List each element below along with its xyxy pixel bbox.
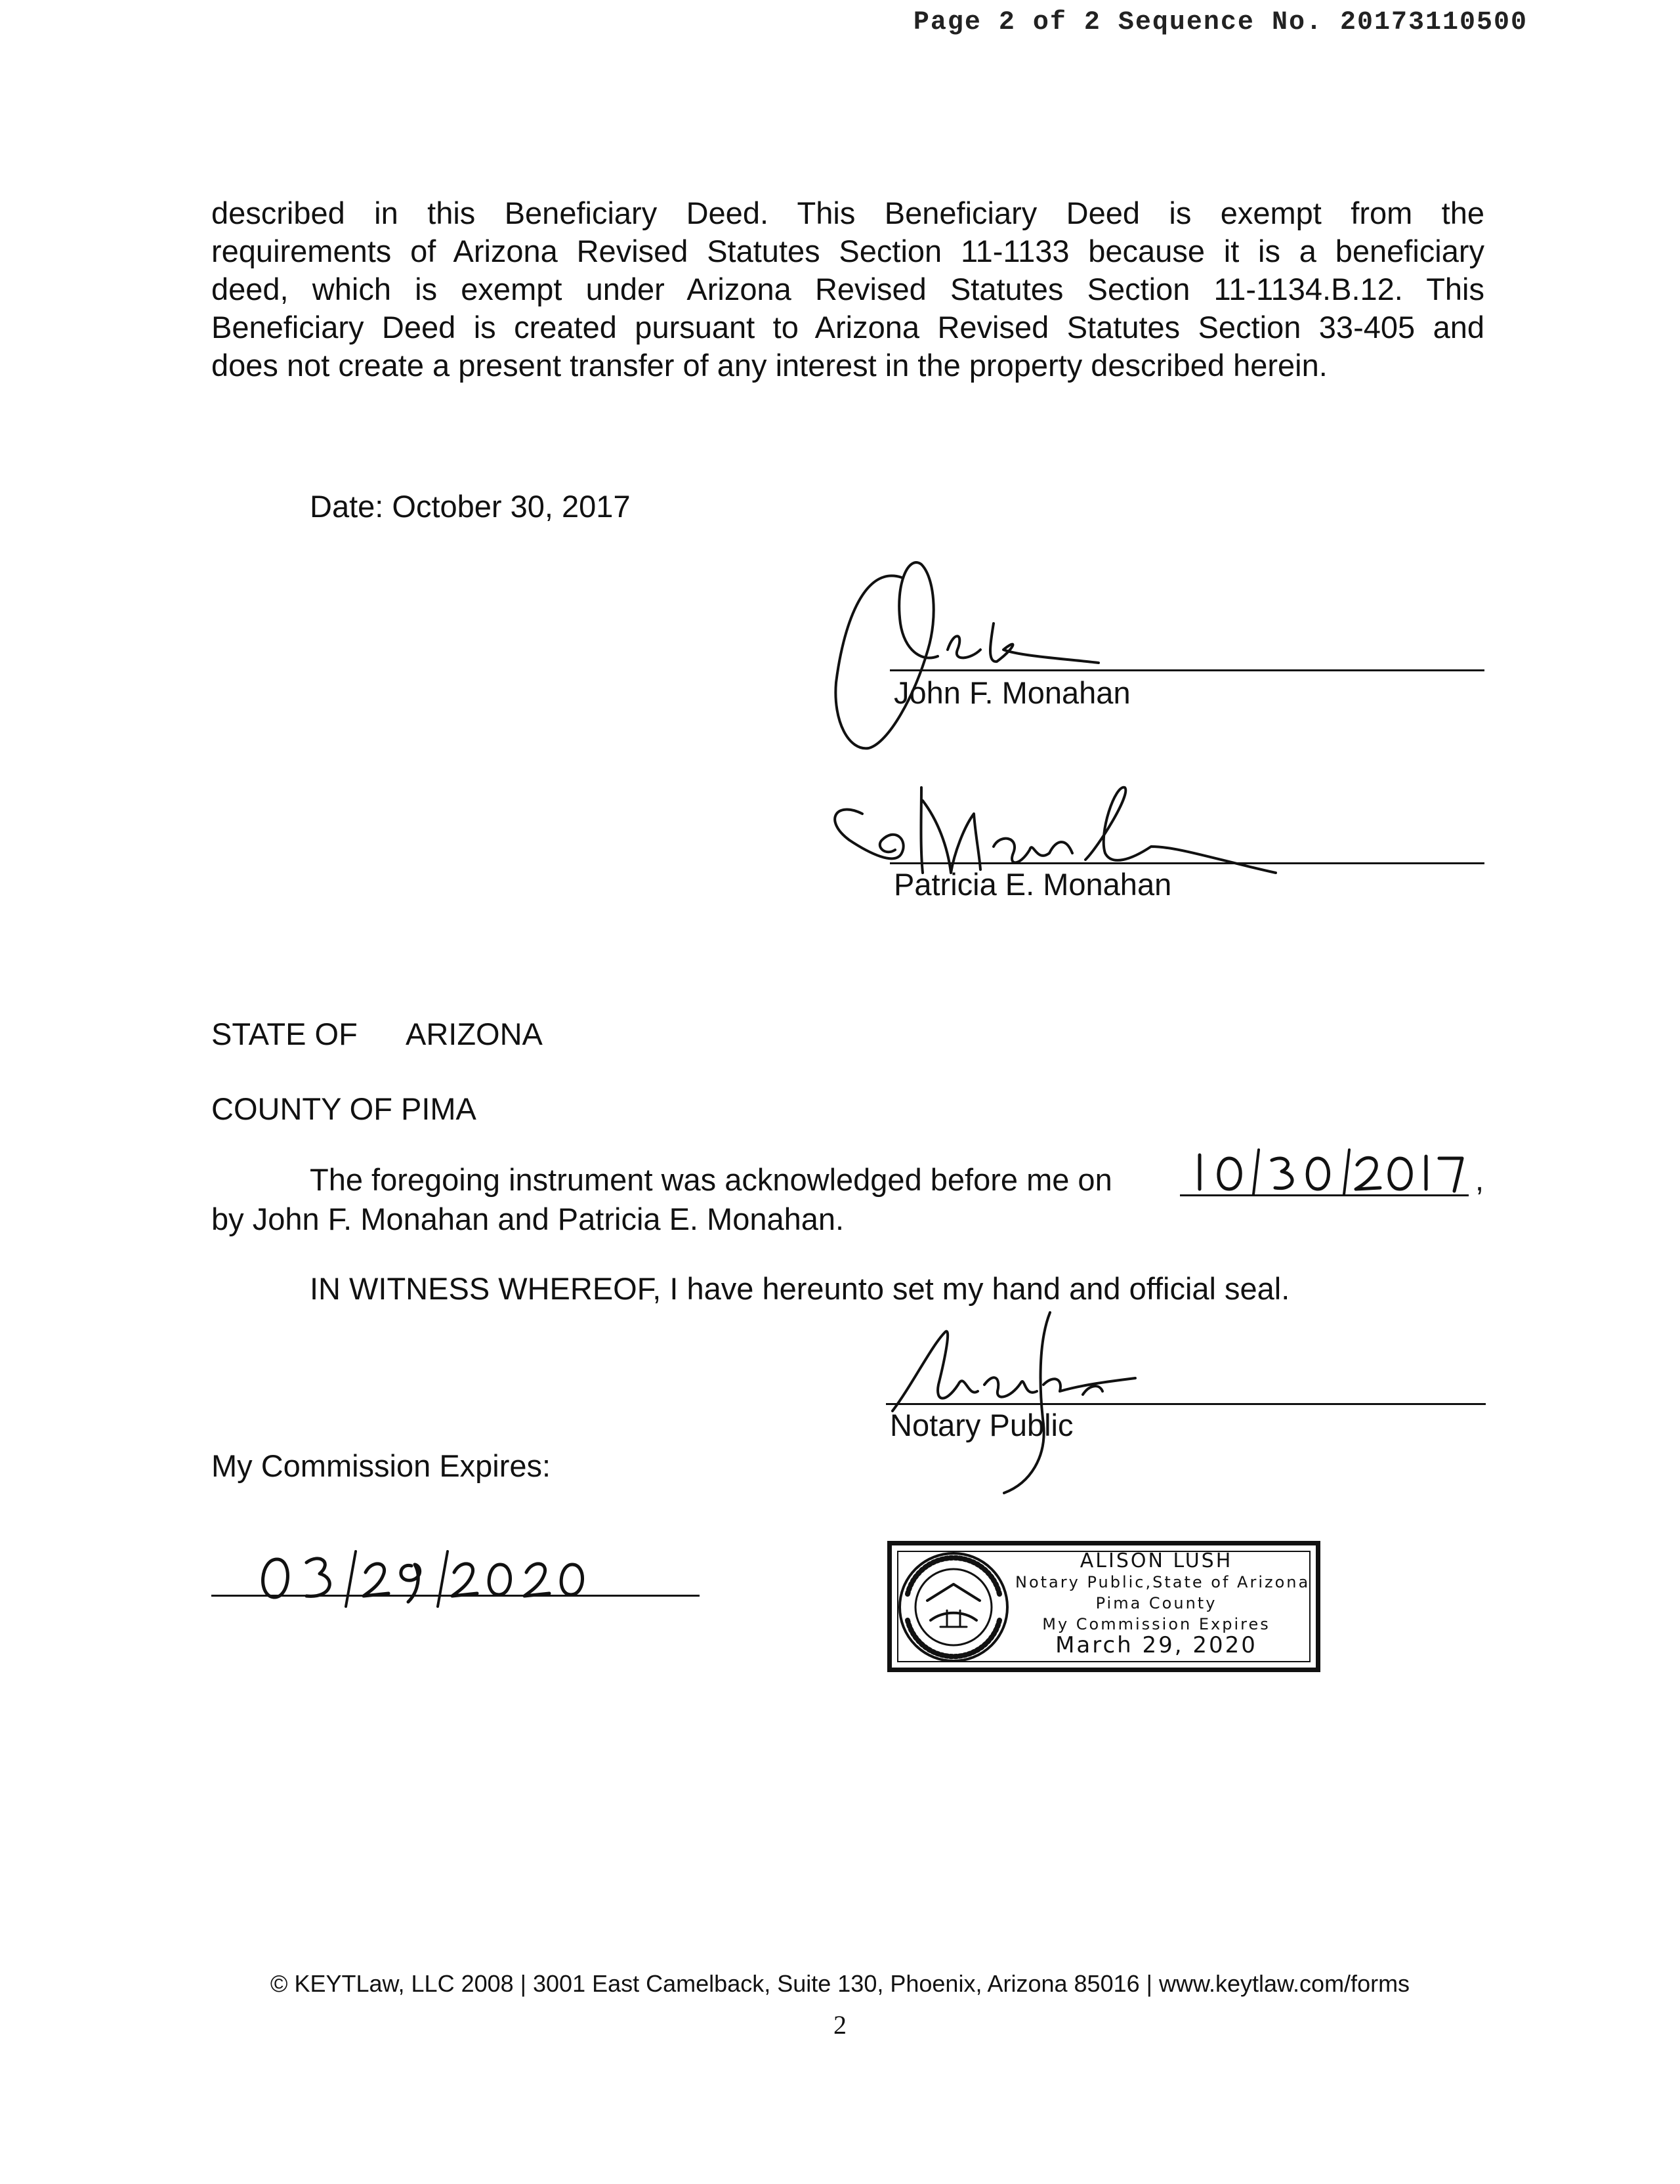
body-paragraph: [211, 194, 1484, 385]
body-line: does not create a present transfer of any interest in the property described herein.: [211, 348, 1328, 383]
signature-john: [823, 551, 1164, 761]
body-line: deed, which is exempt under Arizona Revised Statutes Section 11-1134.B.12. This: [211, 272, 1484, 306]
signature-block-patricia: [823, 774, 1486, 906]
signer-name: John F. Monahan: [894, 675, 1131, 710]
page-number: 2: [833, 2010, 847, 2040]
body-line: Beneficiary Deed is created pursuant to Arizona Revised Statutes Section 33-405 and: [211, 310, 1484, 345]
handwritten-ack-date: [1180, 1142, 1477, 1194]
body-line: requirements of Arizona Revised Statutes Section 11-1133 because it is a beneficiary: [211, 234, 1484, 268]
acknowledgment-text: The foregoing instrument was acknowledged before me on: [310, 1162, 1112, 1197]
body-line: described in this Beneficiary Deed. This Beneficiary Deed is exempt from the: [211, 196, 1484, 230]
handwritten-commission-date: [251, 1546, 618, 1612]
seal-line-county: Pima County: [1095, 1594, 1217, 1612]
seal-notary-name: ALISON LUSH: [1080, 1549, 1233, 1572]
signature-line: [886, 1403, 1486, 1405]
arizona-state-seal-emblem: [894, 1548, 1013, 1666]
recording-header: Page 2 of 2 Sequence No. 20173110500: [913, 8, 1528, 37]
venue-state-value: ARIZONA: [406, 1017, 543, 1051]
signature-notary: [886, 1306, 1227, 1496]
date-line: [1180, 1194, 1469, 1196]
commission-line: [211, 1595, 700, 1597]
notary-seal: [887, 1541, 1320, 1672]
venue-state-label: STATE OF: [211, 1017, 358, 1051]
deed-date: Date: October 30, 2017: [310, 489, 631, 524]
signer-name: Patricia E. Monahan: [894, 867, 1172, 902]
acknowledgment-signers: by John F. Monahan and Patricia E. Monahan.: [211, 1202, 845, 1236]
witness-clause: IN WITNESS WHEREOF, I have hereunto set my hand and official seal.: [310, 1271, 1290, 1306]
acknowledgment-date-field: [1180, 1142, 1477, 1201]
signature-block-john: [823, 551, 1486, 761]
seal-expiration-date: March 29, 2020: [1055, 1632, 1257, 1658]
seal-line-commission: My Commission Expires: [1042, 1615, 1270, 1633]
notary-signature-block: [886, 1306, 1486, 1496]
footer-text: © KEYTLaw, LLC 2008 | 3001 East Camelback, Suite 130, Phoenix, Arizona 85016 | www.keytlaw.com/forms: [270, 1970, 1410, 1997]
signature-line: [890, 862, 1484, 864]
notary-label: Notary Public: [890, 1408, 1074, 1442]
commission-date-field: [211, 1546, 700, 1612]
seal-text: [1015, 1549, 1311, 1658]
acknowledgment-comma: ,: [1475, 1162, 1484, 1197]
commission-label: My Commission Expires:: [211, 1448, 551, 1483]
seal-line-state: Notary Public,State of Arizona: [1015, 1573, 1311, 1591]
venue-county: COUNTY OF PIMA: [211, 1091, 476, 1126]
signature-line: [890, 669, 1484, 671]
